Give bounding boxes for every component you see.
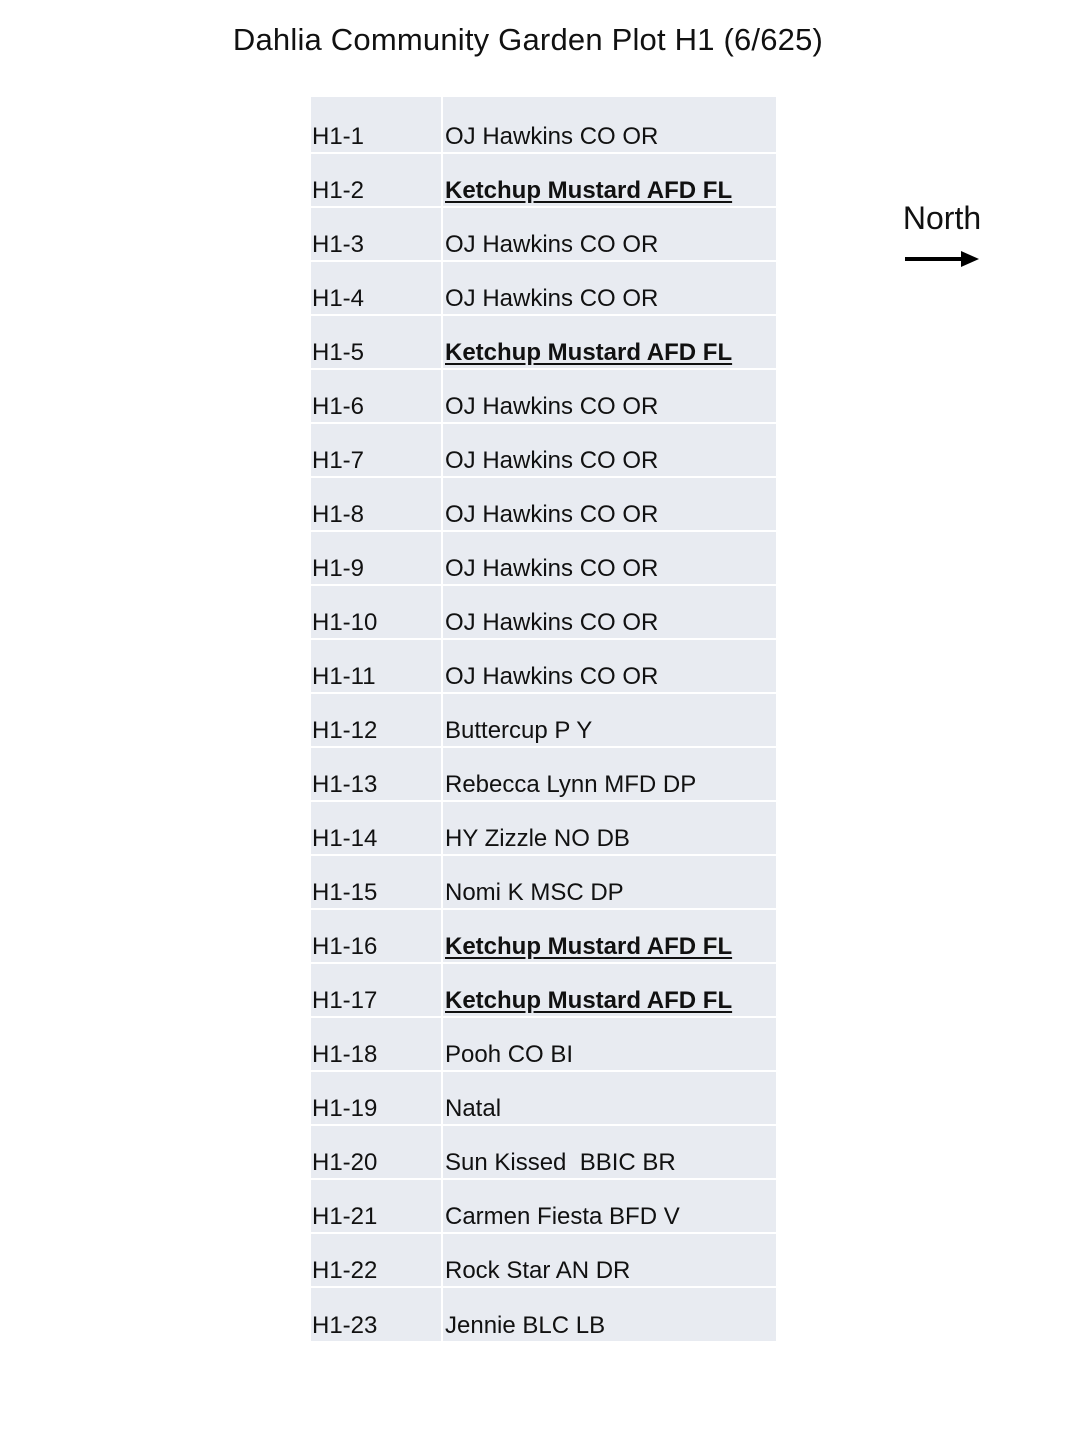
variety-cell <box>442 1233 776 1287</box>
variety-name: OJ Hawkins CO OR <box>445 663 659 690</box>
table-row <box>311 963 776 1017</box>
table-row <box>311 477 776 531</box>
plot-id: H1-15 <box>312 879 378 906</box>
plot-id: H1-9 <box>312 555 365 582</box>
table-row <box>311 531 776 585</box>
page-title: Dahlia Community Garden Plot H1 (6/625) <box>232 22 824 57</box>
variety-cell <box>442 1125 776 1179</box>
variety-name-highlighted: Ketchup Mustard AFD FL <box>445 339 733 366</box>
plot-id: H1-21 <box>312 1203 378 1230</box>
table-row <box>311 153 776 207</box>
plot-id-cell <box>311 153 442 207</box>
table-row <box>311 693 776 747</box>
plot-id-cell <box>311 531 442 585</box>
table-row <box>311 315 776 369</box>
variety-name: OJ Hawkins CO OR <box>445 231 659 258</box>
plot-id: H1-11 <box>312 663 376 690</box>
plot-id-cell <box>311 639 442 693</box>
plot-id-cell <box>311 693 442 747</box>
plot-id-cell <box>311 477 442 531</box>
table-row <box>311 639 776 693</box>
plot-id: H1-10 <box>312 609 378 636</box>
variety-name: HY Zizzle NO DB <box>445 825 630 852</box>
variety-cell <box>442 1287 776 1341</box>
table-row <box>311 585 776 639</box>
variety-name: Pooh CO BI <box>445 1041 574 1068</box>
table-row <box>311 97 776 153</box>
variety-cell <box>442 585 776 639</box>
variety-name: OJ Hawkins CO OR <box>445 501 659 528</box>
variety-cell <box>442 423 776 477</box>
variety-cell <box>442 97 776 153</box>
plot-id: H1-18 <box>312 1041 378 1068</box>
plot-id-cell <box>311 963 442 1017</box>
plot-table <box>311 97 776 1341</box>
variety-cell <box>442 1179 776 1233</box>
table-row <box>311 801 776 855</box>
variety-name: Natal <box>445 1095 502 1122</box>
variety-cell <box>442 639 776 693</box>
variety-name-highlighted: Ketchup Mustard AFD FL <box>445 933 733 960</box>
variety-name-highlighted: Ketchup Mustard AFD FL <box>445 177 733 204</box>
plot-id-cell <box>311 261 442 315</box>
plot-id: H1-19 <box>312 1095 378 1122</box>
plot-id: H1-6 <box>312 393 365 420</box>
variety-name-highlighted: Ketchup Mustard AFD FL <box>445 987 733 1014</box>
variety-name: Buttercup P Y <box>445 717 593 744</box>
plot-id: H1-3 <box>312 231 365 258</box>
variety-name: Nomi K MSC DP <box>445 879 624 906</box>
plot-id-cell <box>311 1071 442 1125</box>
plot-id: H1-20 <box>312 1149 378 1176</box>
table-row <box>311 1287 776 1341</box>
plot-id-cell <box>311 97 442 153</box>
plot-id: H1-4 <box>312 285 365 312</box>
plot-id: H1-5 <box>312 339 365 366</box>
plot-id-cell <box>311 747 442 801</box>
table-row <box>311 855 776 909</box>
table-row <box>311 369 776 423</box>
plot-id: H1-23 <box>312 1312 378 1339</box>
plot-id: H1-7 <box>312 447 365 474</box>
variety-cell <box>442 477 776 531</box>
variety-cell <box>442 747 776 801</box>
plot-id-cell <box>311 1179 442 1233</box>
table-row <box>311 1017 776 1071</box>
plot-id-cell <box>311 1017 442 1071</box>
right-arrow-icon <box>905 249 979 269</box>
plot-id-cell <box>311 585 442 639</box>
variety-cell <box>442 261 776 315</box>
variety-name: OJ Hawkins CO OR <box>445 393 659 420</box>
plot-id-cell <box>311 369 442 423</box>
plot-id-cell <box>311 423 442 477</box>
plot-id: H1-22 <box>312 1257 378 1284</box>
variety-name: Carmen Fiesta BFD V <box>445 1203 680 1230</box>
variety-name: Rock Star AN DR <box>445 1257 631 1284</box>
variety-name: OJ Hawkins CO OR <box>445 285 659 312</box>
variety-cell <box>442 207 776 261</box>
variety-name: Rebecca Lynn MFD DP <box>445 771 697 798</box>
variety-name: Sun Kissed BBIC BR <box>445 1149 676 1176</box>
plot-id: H1-2 <box>312 177 365 204</box>
variety-cell <box>442 693 776 747</box>
plot-id: H1-14 <box>312 825 378 852</box>
table-row <box>311 747 776 801</box>
plot-id: H1-13 <box>312 771 378 798</box>
table-row <box>311 423 776 477</box>
table-row <box>311 1125 776 1179</box>
table-row <box>311 909 776 963</box>
variety-cell <box>442 909 776 963</box>
variety-name: Jennie BLC LB <box>445 1312 606 1339</box>
variety-name: OJ Hawkins CO OR <box>445 555 659 582</box>
plot-id: H1-16 <box>312 933 378 960</box>
variety-cell <box>442 855 776 909</box>
variety-cell <box>442 801 776 855</box>
variety-name: OJ Hawkins CO OR <box>445 609 659 636</box>
plot-rows <box>311 97 776 1341</box>
variety-name: OJ Hawkins CO OR <box>445 123 659 150</box>
variety-name: OJ Hawkins CO OR <box>445 447 659 474</box>
plot-id-cell <box>311 855 442 909</box>
plot-id-cell <box>311 801 442 855</box>
variety-cell <box>442 531 776 585</box>
table-row <box>311 207 776 261</box>
variety-cell <box>442 153 776 207</box>
variety-cell <box>442 963 776 1017</box>
table-row <box>311 1233 776 1287</box>
variety-cell <box>442 315 776 369</box>
plot-id: H1-17 <box>312 987 378 1014</box>
plot-id-cell <box>311 207 442 261</box>
plot-id-cell <box>311 1125 442 1179</box>
table-row <box>311 1179 776 1233</box>
plot-id: H1-8 <box>312 501 365 528</box>
compass <box>890 200 1000 269</box>
plot-id: H1-1 <box>312 123 365 150</box>
table-row <box>311 1071 776 1125</box>
plot-id-cell <box>311 1287 442 1341</box>
variety-cell <box>442 1017 776 1071</box>
plot-id-cell <box>311 909 442 963</box>
variety-cell <box>442 369 776 423</box>
table-row <box>311 261 776 315</box>
variety-cell <box>442 1071 776 1125</box>
north-label: North <box>902 200 982 236</box>
plot-id: H1-12 <box>312 717 378 744</box>
plot-id-cell <box>311 315 442 369</box>
plot-id-cell <box>311 1233 442 1287</box>
